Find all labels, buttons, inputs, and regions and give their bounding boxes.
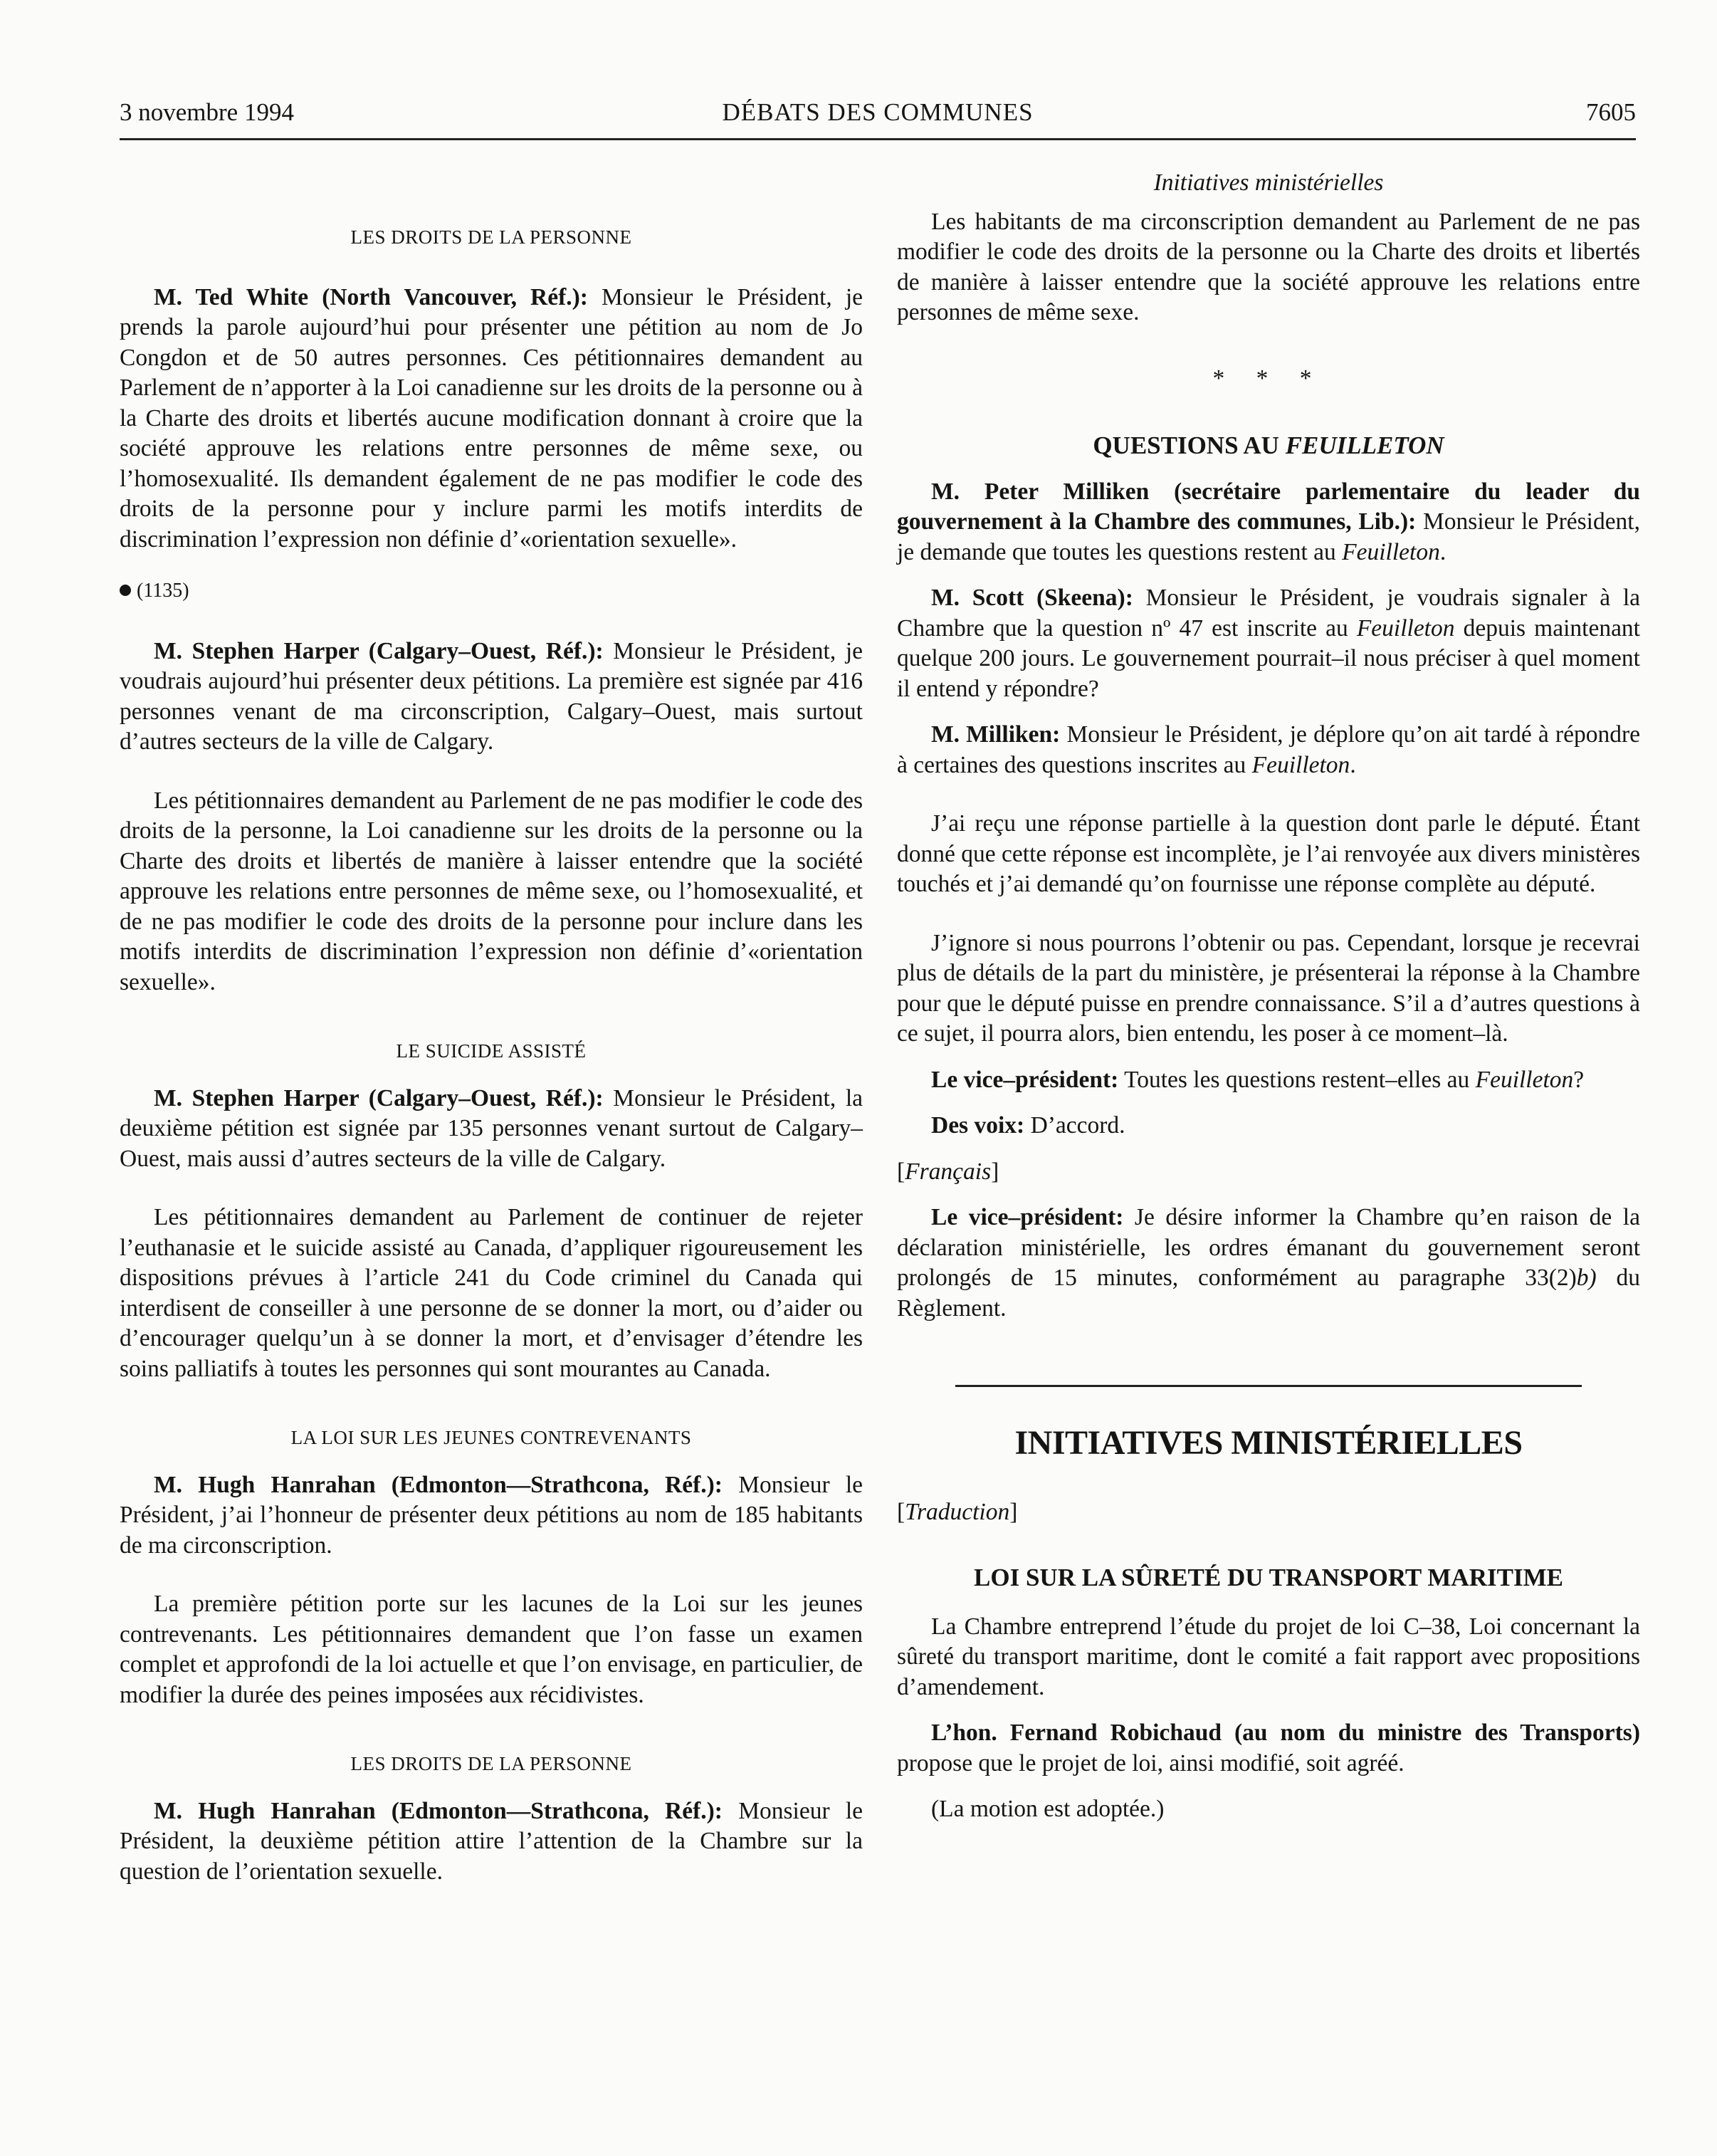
speaker-name: L’hon. Fernand Robichaud (au nom du ministre des Transports) [931,1720,1640,1746]
paragraph: J’ignore si nous pourrons l’obtenir ou pas. Cependant, lorsque je recevrai plus de détails de la part du ministère, je présenterai la réponse à la Chambre pour que le député puisse en prendre connaissance. S’il a d’autres questions à ce sujet, il pourra alors, bien entendu, les poser à ce moment–là. [897,929,1640,1047]
paragraph [897,1718,1640,1779]
language-note: [Traduction] [897,1498,1018,1525]
left-column [120,152,863,1887]
paragraph-text: Monsieur le Président, je voudrais aujourd’hui présenter deux pétitions. La première est signée par 416 personnes venant de ma circonscription, Calgary–Ouest, mais surtout d’autres secteurs de la ville de Calgary. [120,637,863,755]
paragraph-text: ? [1573,1066,1585,1093]
paragraph-text: Toutes les questions restent–elles au [1118,1066,1476,1093]
paragraph [897,720,1640,780]
header-title: DÉBATS DES COMMUNES [722,98,1034,126]
speaker-name: M. Stephen Harper (Calgary–Ouest, Réf.): [154,1084,604,1111]
speaker-name: M. Scott (Skeena): [931,585,1133,611]
section-heading: LE SUICIDE ASSISTÉ [396,1040,587,1062]
section-title-text: QUESTIONS AU [1093,431,1286,459]
paragraph: La première pétition porte sur les lacunes de la Loi sur les jeunes contrevenants. Les pétitionnaires demandent que l’on fasse un examen complet et approfondi de la loi actuelle et que l’on envisage, en particulier, de modifier la durée des peines imposées aux récidivistes. [120,1591,863,1708]
paragraph [120,637,863,758]
paragraph [897,477,1640,568]
paragraph-text: du Règlement. [897,1265,1641,1322]
paragraph-text: Monsieur le Président, je voudrais signaler à la Chambre que la question nº 47 est inscrite au [897,585,1640,642]
section-title [897,431,1640,461]
paragraph [897,1065,1640,1096]
paragraph [120,1084,863,1175]
language-note-text: Français [905,1158,992,1185]
header-date: 3 novembre 1994 [120,98,294,126]
paragraph-italic: Feuilleton [1356,614,1455,642]
section-title-italic: FEUILLETON [1285,431,1444,459]
running-head: Initiatives ministérielles [1153,169,1384,196]
paragraph-text: propose que le projet de loi, ainsi modifié, soit agréé. [897,1749,1404,1776]
speaker-name: M. Stephen Harper (Calgary–Ouest, Réf.): [154,637,604,664]
speaker-name: M. Hugh Hanrahan (Edmonton—Strathcona, Réf.): [154,1471,723,1498]
right-column [897,152,1640,1825]
paragraph: Les pétitionnaires demandent au Parlement de continuer de rejeter l’euthanasie et le suicide assisté au Canada, d’appliquer rigoureusement les dispositions prévues à l’article 241 du Code criminel du Canada qui interdisent de conseiller à une personne de se donner la mort, ou d’aider ou d’encourager quelqu’un à se donner la mort, et d’envisager d’étendre les soins palliatifs à toutes les personnes qui sont mourantes au Canada. [120,1204,863,1382]
paragraph-text: Je désire informer la Chambre qu’en raison de la déclaration ministérielle, les ordres émanant du gouvernement seront prolongés de 15 minutes, conformément au paragraphe 33(2) [897,1204,1640,1291]
time-marker-text: (1135) [137,580,189,602]
page-header [120,98,1636,141]
bullet-icon [120,585,131,596]
paragraph [897,583,1640,704]
paragraph: Les habitants de ma circonscription demandent au Parlement de ne pas modifier le code des droits de la personne ou la Charte des droits et libertés de manière à laisser entendre que la société approuve les relations entre personnes de même sexe. [897,208,1640,325]
paragraph-italic: Feuilleton [1475,1066,1574,1093]
paragraph: La Chambre entreprend l’étude du projet de loi C–38, Loi concernant la sûreté du transport maritime, dont le comité a fait rapport avec propositions d’amendement. [897,1613,1640,1700]
speaker-name: Le vice–président: [931,1066,1119,1093]
paragraph-text: Monsieur le Président, je prends la parole aujourd’hui pour présenter une pétition au nom de Jo Congdon et de 50 autres personnes. Ces pétitionnaires demandent au Parlement de n’apporter à la Loi canadienne sur les droits de la personne ou à la Charte des droits et libertés aucune modification donnant à croire que la société approuve les relations entre personnes de même sexe, ou l’homosexualité. Ils demandent également de ne pas modifier le code des droits de la personne pour y inclure parmi les motifs interdits de discrimination l’expression non définie d’«orientation sexuelle». [120,283,863,553]
paragraph-text: Monsieur le Président, je demande que toutes les questions restent au [897,508,1640,565]
time-marker [120,576,863,607]
paragraph-text: depuis maintenant quelque 200 jours. Le gouvernement pourrait–il nous préciser à quel moment il entend y répondre? [897,614,1640,702]
language-note: [Français] [897,1158,999,1185]
speaker-name: M. Ted White (North Vancouver, Réf.): [154,283,588,310]
speaker-name: M. Peter Milliken (secrétaire parlementaire du leader du gouvernement à la Chambre des communes, Lib.): [897,478,1640,535]
paragraph: Les pétitionnaires demandent au Parlement de ne pas modifier le code des droits de la personne, la Loi canadienne sur les droits de la personne ou la Charte des droits et libertés de manière à laisser entendre que la société approuve les relations entre personnes de même sexe, ou l’homosexualité, et de ne pas modifier le code des droits de la personne pour inclure dans les motifs interdits de discrimination l’expression non définie d’«orientation sexuelle». [120,787,863,995]
language-note-text: Traduction [905,1498,1010,1525]
paragraph [897,1111,1640,1141]
section-heading: LES DROITS DE LA PERSONNE [350,226,632,248]
speaker-name: M. Milliken: [931,721,1061,748]
paragraph-text: D’accord. [1024,1112,1125,1139]
paragraph: J’ai reçu une réponse partielle à la question dont parle le député. Étant donné que cette réponse est incomplète, je l’ai renvoyée aux divers ministères touchés et j’ai demandé qu’on fournisse une réponse complète au député. [897,810,1640,897]
paragraph-italic: Feuilleton [1251,751,1350,778]
paragraph-text: Monsieur le Président, j’ai l’honneur de présenter deux pétitions au nom de 185 habitants de ma circonscription. [120,1471,863,1559]
header-page-number: 7605 [1586,98,1636,126]
paragraph [120,1470,863,1561]
paragraph [897,1203,1640,1324]
speaker-name: M. Hugh Hanrahan (Edmonton—Strathcona, Réf.): [154,1797,723,1824]
header-rule [120,138,1636,140]
paragraph-text: Monsieur le Président, je déplore qu’on ait tardé à répondre à certaines des questions inscrites au [897,721,1640,778]
paragraph-italic: Feuilleton [1342,538,1440,565]
speaker-name: Le vice–président: [931,1204,1124,1230]
motion-outcome: (La motion est adoptée.) [931,1796,1165,1822]
paragraph-italic: b) [1576,1265,1597,1291]
section-heading: LES DROITS DE LA PERSONNE [350,1753,632,1774]
section-separator: * * * [1212,365,1325,392]
paragraph-text: Monsieur le Président, la deuxième pétition est signée par 135 personnes venant surtout de Calgary–Ouest, mais aussi d’autres secteurs de la ville de Calgary. [120,1084,863,1172]
paragraph-text: Monsieur le Président, la deuxième pétition attire l’attention de la Chambre sur la question de l’orientation sexuelle. [120,1797,863,1885]
section-heading: LA LOI SUR LES JEUNES CONTREVENANTS [290,1427,692,1448]
section-divider [955,1385,1582,1387]
major-section-title: INITIATIVES MINISTÉRIELLES [1014,1424,1523,1462]
paragraph-text: . [1350,751,1356,778]
paragraph [120,283,863,555]
paragraph-text: . [1439,538,1446,565]
paragraph [120,1796,863,1888]
section-title: LOI SUR LA SÛRETÉ DU TRANSPORT MARITIME [974,1564,1563,1591]
speaker-name: Des voix: [931,1112,1025,1139]
